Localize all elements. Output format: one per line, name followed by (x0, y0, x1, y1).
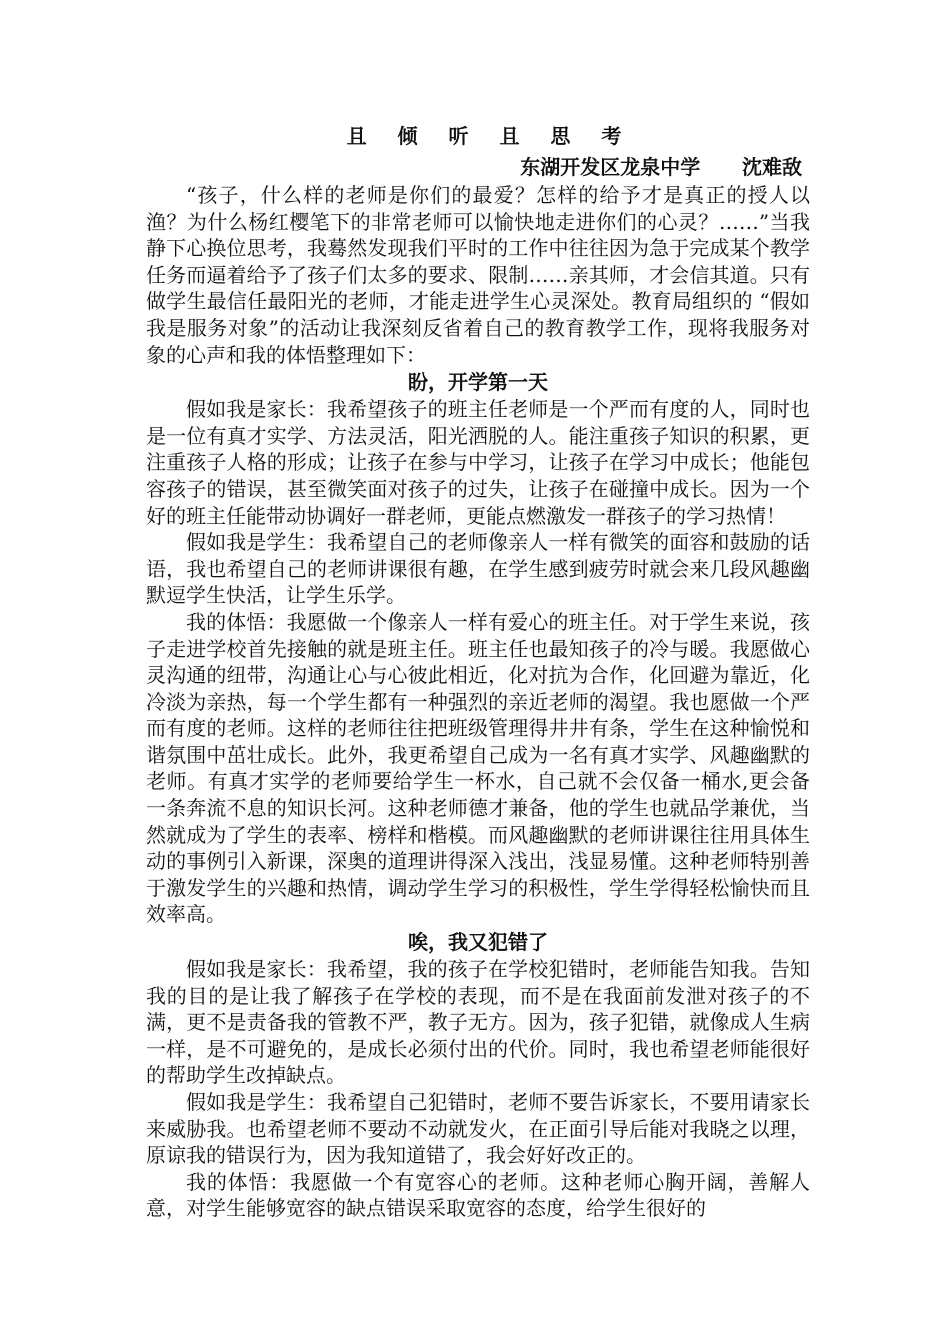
section-heading: 唉，我又犯错了 (408, 930, 548, 955)
author-byline: 东湖开发区龙泉中学 沈难敌 (520, 155, 802, 179)
body-paragraph: 我的体悟：我愿做一个有宽容心的老师。这种老师心胸开阔，善解人意，对学生能够宽容的缺点错误采取宽容的态度，给学生很好的 (146, 1169, 810, 1221)
section-heading: 盼，开学第一天 (408, 370, 548, 395)
body-paragraph: 假如我是家长：我希望，我的孩子在学校犯错时，老师能告知我。告知我的目的是让我了解孩子在学校的表现，而不是在我面前发泄对孩子的不满，更不是责备我的管教不严，教子无方。因为，孩子犯错，就像成人生病一样，是不可避免的，是成长必须付出的代价。同时，我也希望老师能很好的帮助学生改掉缺点。 (146, 957, 810, 1088)
document-page (146, 120, 810, 1222)
intro-paragraph: “孩子，什么样的老师是你们的最爱？怎样的给予才是真正的授人以渔？为什么杨红樱笔下的非常老师可以愉快地走进你们的心灵？……”当我静下心换位思考，我蓦然发现我们平时的工作中往往因为急于完成某个教学任务而逼着给予了孩子们太多的要求、限制……亲其师，才会信其道。只有做学生最信任最阳光的老师，才能走进学生心灵深处。教育局组织的 “假如我是服务对象”的活动让我深刻反省着自己的教育教学工作，现将我服务对象的心声和我的体悟整理如下： (146, 183, 810, 367)
body-paragraph: 假如我是学生：我希望自己的老师像亲人一样有微笑的面容和鼓励的话语，我也希望自己的老师讲课很有趣，在学生感到疲劳时就会来几段风趣幽默逗学生快活，让学生乐学。 (146, 530, 810, 608)
document-title: 且 倾 听 且 思 考 (346, 124, 634, 148)
body-paragraph: 假如我是家长：我希望孩子的班主任老师是一个严而有度的人，同时也是一位有真才实学、方法灵活，阳光洒脱的人。能注重孩子知识的积累，更注重孩子人格的形成；让孩子在参与中学习，让孩子在学习中成长；他能包容孩子的错误，甚至微笑面对孩子的过失，让孩子在碰撞中成长。因为一个好的班主任能带动协调好一群老师，更能点燃激发一群孩子的学习热情！ (146, 397, 810, 528)
body-paragraph: 我的体悟：我愿做一个像亲人一样有爱心的班主任。对于学生来说，孩子走进学校首先接触的就是班主任。班主任也最知孩子的冷与暖。我愿做心灵沟通的纽带，沟通让心与心彼此相近，化对抗为合作，化回避为靠近，化冷淡为亲热，每一个学生都有一种强烈的亲近老师的渴望。我也愿做一个严而有度的老师。这样的老师往往把班级管理得井井有条，学生在这种愉悦和谐氛围中茁壮成长。此外，我更希望自己成为一名有真才实学、风趣幽默的老师。有真才实学的老师要给学生一杯水，自己就不会仅备一桶水,更会备一条奔流不息的知识长河。这种老师德才兼备，他的学生也就品学兼优，当然就成为了学生的表率、榜样和楷模。而风趣幽默的老师讲课往往用具体生动的事例引入新课，深奥的道理讲得深入浅出，浅显易懂。这种老师特别善于激发学生的兴趣和热情，调动学生学习的积极性，学生学得轻松愉快而且效率高。 (146, 609, 810, 927)
body-paragraph: 假如我是学生：我希望自己犯错时，老师不要告诉家长，不要用请家长来威胁我。也希望老师不要动不动就发火，在正面引导后能对我晓之以理，原谅我的错误行为，因为我知道错了，我会好好改正的。 (146, 1090, 810, 1168)
